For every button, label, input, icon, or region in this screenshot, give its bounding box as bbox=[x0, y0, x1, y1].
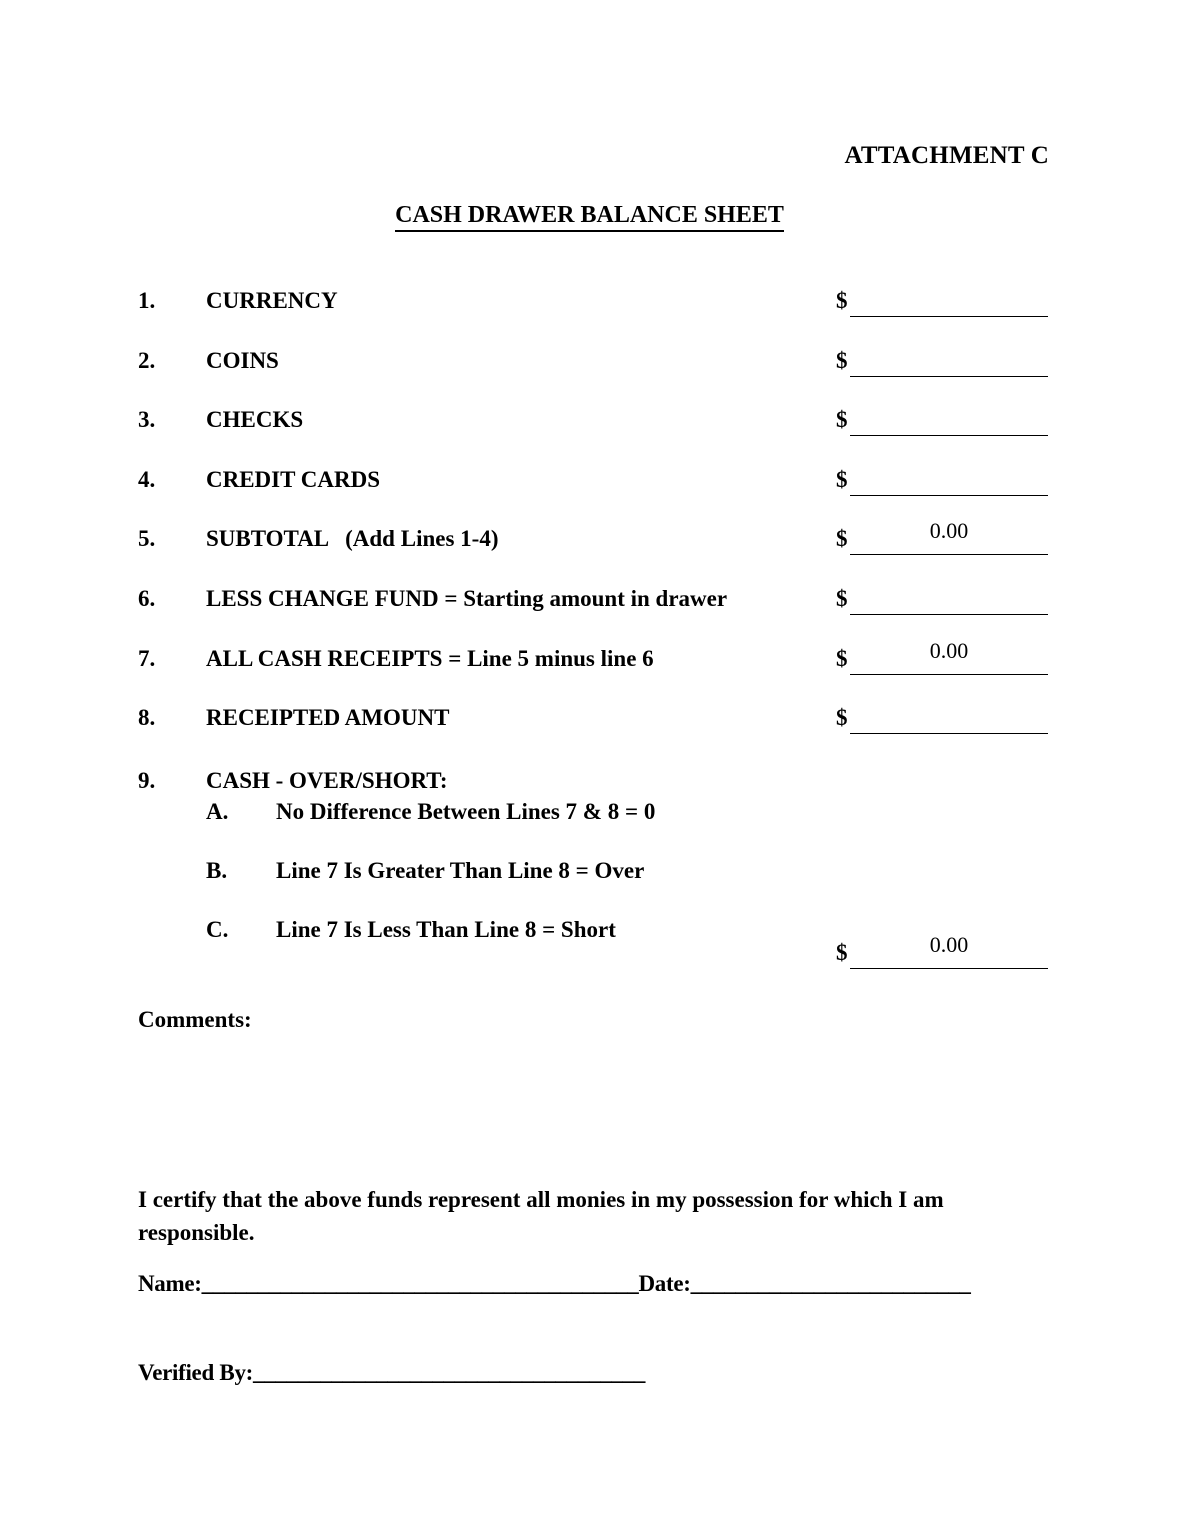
verified-by-input[interactable]: ___________________________________ bbox=[253, 1360, 646, 1385]
table-row bbox=[0, 407, 1187, 467]
attachment-label: ATTACHMENT C bbox=[844, 142, 1049, 169]
line-number: 2. bbox=[138, 347, 156, 373]
fill-in-rule bbox=[850, 674, 1048, 675]
over-short-heading: CASH - OVER/SHORT: bbox=[206, 768, 448, 793]
dollar-sign-icon: $ bbox=[836, 288, 848, 313]
date-input[interactable]: _________________________ bbox=[690, 1271, 971, 1296]
dollar-sign-icon: $ bbox=[836, 705, 848, 731]
line-label: CURRENCY bbox=[206, 288, 338, 313]
amount-field[interactable] bbox=[836, 288, 1048, 322]
amount-value: 0.00 bbox=[929, 637, 969, 663]
line-label: COINS bbox=[206, 347, 279, 373]
list-item bbox=[0, 858, 1187, 917]
fill-in-rule bbox=[850, 376, 1048, 377]
option-text: Line 7 Is Less Than Line 8 = Short bbox=[276, 917, 616, 942]
amount-value: 0.00 bbox=[929, 518, 969, 544]
line-number: 9. bbox=[138, 768, 156, 793]
table-row bbox=[0, 348, 1187, 408]
option-letter: C. bbox=[206, 917, 229, 942]
dollar-sign-icon: $ bbox=[836, 407, 848, 433]
amount-field[interactable] bbox=[836, 348, 1048, 382]
line-number: 8. bbox=[138, 705, 156, 731]
date-label: Date: bbox=[638, 1271, 691, 1296]
amount-field[interactable] bbox=[836, 467, 1048, 501]
line-number: 5. bbox=[138, 526, 156, 552]
balance-line-list bbox=[0, 288, 1187, 765]
line-label: CREDIT CARDS bbox=[206, 466, 381, 492]
line-label: LESS CHANGE FUND = Starting amount in drawer bbox=[206, 585, 728, 611]
verified-by-label: Verified By: bbox=[138, 1360, 254, 1385]
line-number: 4. bbox=[138, 466, 156, 492]
name-date-row bbox=[138, 1271, 1078, 1297]
dollar-sign-icon: $ bbox=[836, 347, 848, 373]
fill-in-rule bbox=[850, 733, 1048, 734]
name-input[interactable]: _______________________________________ bbox=[201, 1271, 639, 1296]
amount-field[interactable] bbox=[836, 705, 1048, 739]
verified-by-row bbox=[138, 1360, 1078, 1386]
table-row bbox=[0, 518, 1187, 586]
table-row bbox=[0, 637, 1187, 706]
name-label: Name: bbox=[138, 1271, 202, 1296]
line-number: 3. bbox=[138, 407, 156, 433]
line-label: CHECKS bbox=[206, 407, 304, 433]
option-letter: A. bbox=[206, 799, 229, 824]
over-short-amount-field[interactable] bbox=[836, 932, 1048, 974]
fill-in-rule bbox=[850, 968, 1048, 969]
line-number: 7. bbox=[138, 645, 156, 671]
dollar-sign-icon: $ bbox=[836, 940, 848, 965]
amount-field[interactable] bbox=[836, 586, 1048, 620]
fill-in-rule bbox=[850, 435, 1048, 436]
certification-statement: I certify that the above funds represent all monies in my possession for which I am responsible. bbox=[138, 1187, 944, 1245]
amount-value: 0.00 bbox=[929, 932, 969, 957]
line-number: 6. bbox=[138, 585, 156, 611]
amount-field[interactable] bbox=[836, 407, 1048, 441]
line-label: RECEIPTED AMOUNT bbox=[206, 705, 450, 731]
fill-in-rule bbox=[850, 614, 1048, 615]
comments-label: Comments: bbox=[138, 1007, 252, 1032]
page-title bbox=[0, 202, 1187, 232]
line-label: ALL CASH RECEIPTS = Line 5 minus line 6 bbox=[206, 645, 654, 671]
option-text: No Difference Between Lines 7 & 8 = 0 bbox=[276, 799, 656, 824]
amount-field[interactable] bbox=[836, 518, 1048, 560]
fill-in-rule bbox=[850, 554, 1048, 555]
line-label: SUBTOTAL (Add Lines 1-4) bbox=[206, 526, 499, 552]
option-text: Line 7 Is Greater Than Line 8 = Over bbox=[276, 858, 645, 883]
page-title-text: CASH DRAWER BALANCE SHEET bbox=[395, 202, 784, 232]
line-number: 1. bbox=[138, 288, 156, 313]
amount-field[interactable] bbox=[836, 637, 1048, 680]
option-letter: B. bbox=[206, 858, 228, 883]
fill-in-rule bbox=[850, 316, 1048, 317]
table-row bbox=[0, 288, 1187, 348]
fill-in-rule bbox=[850, 495, 1048, 496]
table-row bbox=[0, 705, 1187, 765]
list-item bbox=[0, 799, 1187, 858]
dollar-sign-icon: $ bbox=[836, 466, 848, 492]
dollar-sign-icon: $ bbox=[836, 585, 848, 611]
dollar-sign-icon: $ bbox=[836, 526, 848, 552]
dollar-sign-icon: $ bbox=[836, 645, 848, 671]
